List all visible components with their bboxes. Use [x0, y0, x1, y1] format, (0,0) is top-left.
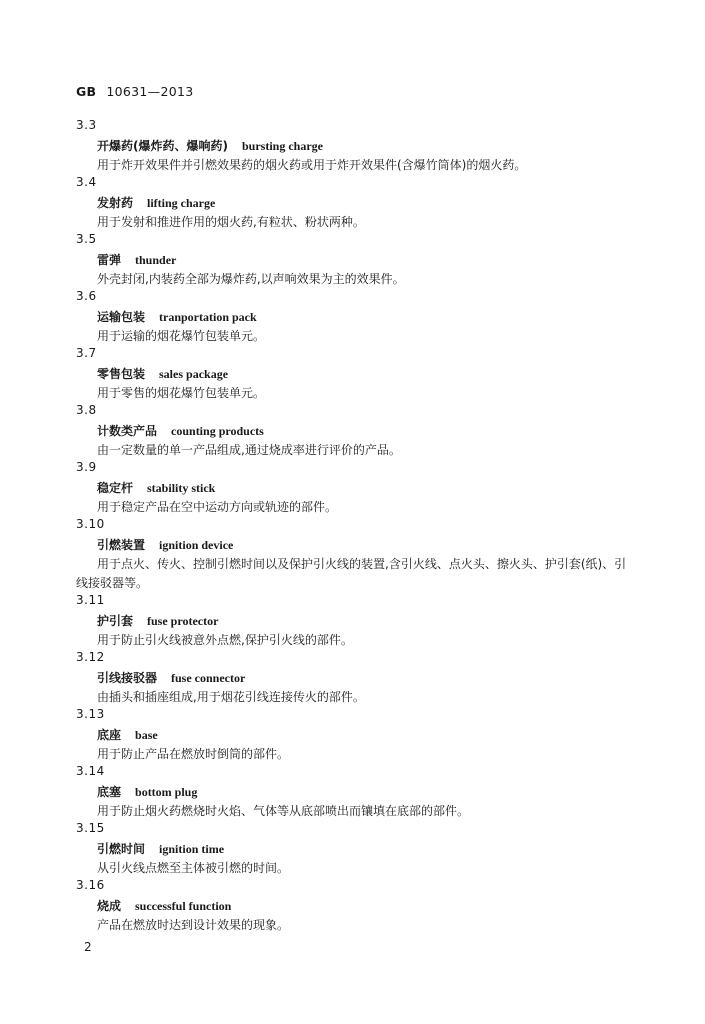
term-english: tranportation pack [159, 310, 257, 324]
term-entry [0, 517, 705, 593]
term-entry [0, 878, 705, 935]
term-heading [97, 137, 323, 154]
term-english: lifting charge [147, 196, 216, 210]
term-chinese: 发射药 [97, 196, 134, 210]
term-heading [97, 194, 215, 211]
term-definition: 用于防止引火线被意外点燃,保护引火线的部件。 [97, 633, 353, 647]
clause-number: 3.3 [76, 118, 97, 132]
term-english: counting products [171, 424, 264, 438]
term-chinese: 引燃装置 [97, 538, 146, 552]
clause-number: 3.10 [76, 517, 105, 531]
term-heading [97, 251, 176, 268]
term-chinese: 引线接驳器 [97, 671, 158, 685]
term-heading [97, 479, 215, 496]
term-english: fuse protector [147, 614, 219, 628]
term-english: ignition time [159, 842, 225, 856]
clause-number: 3.8 [76, 403, 97, 417]
term-definition: 用于零售的烟花爆竹包装单元。 [97, 386, 266, 400]
term-definition-line: 用于点火、传火、控制引燃时间以及保护引火线的装置,含引火线、点火头、擦火头、护引套(纸)、引 [97, 557, 627, 571]
term-entry [0, 593, 705, 650]
term-definition: 用于发射和推进作用的烟火药,有粒状、粉状两种。 [97, 215, 365, 229]
term-chinese: 运输包装 [97, 310, 146, 324]
standard-code-header [76, 84, 193, 99]
term-english: bursting charge [241, 139, 323, 153]
term-heading [97, 365, 228, 382]
clause-number: 3.5 [76, 232, 97, 246]
term-english: fuse connector [171, 671, 246, 685]
term-heading [97, 536, 233, 553]
term-chinese: 零售包装 [97, 367, 146, 381]
term-chinese: 底塞 [97, 785, 122, 799]
term-chinese: 烧成 [97, 899, 122, 913]
term-chinese: 底座 [97, 728, 122, 742]
clause-number: 3.11 [76, 593, 105, 607]
term-entry [0, 460, 705, 517]
page-number: 2 [84, 940, 92, 954]
term-entry [0, 118, 705, 175]
term-entry [0, 346, 705, 403]
term-english: bottom plug [135, 785, 198, 799]
clause-number: 3.13 [76, 707, 105, 721]
term-entry [0, 707, 705, 764]
term-definition: 用于防止烟火药燃烧时火焰、气体等从底部喷出而镶填在底部的部件。 [97, 804, 470, 818]
standard-prefix: GB [76, 84, 97, 99]
term-chinese: 护引套 [97, 614, 134, 628]
clause-number: 3.16 [76, 878, 105, 892]
clause-number: 3.12 [76, 650, 105, 664]
term-definition: 用于稳定产品在空中运动方向或轨迹的部件。 [97, 500, 338, 514]
clause-number: 3.4 [76, 175, 97, 189]
term-heading [97, 897, 231, 914]
term-entry [0, 650, 705, 707]
term-entry [0, 289, 705, 346]
standard-number: 10631—2013 [106, 84, 194, 99]
terms-list [0, 118, 705, 935]
term-heading [97, 422, 264, 439]
term-entry [0, 821, 705, 878]
term-chinese: 雷弹 [97, 253, 122, 267]
clause-number: 3.6 [76, 289, 97, 303]
term-english: base [135, 728, 158, 742]
term-heading [97, 612, 218, 629]
term-definition: 产品在燃放时达到设计效果的现象。 [97, 918, 290, 932]
clause-number: 3.7 [76, 346, 97, 360]
clause-number: 3.14 [76, 764, 105, 778]
term-english: thunder [135, 253, 177, 267]
term-definition: 用于炸开效果件并引燃效果药的烟火药或用于炸开效果件(含爆竹筒体)的烟火药。 [97, 158, 527, 172]
term-heading [97, 783, 197, 800]
term-definition: 用于运输的烟花爆竹包装单元。 [97, 329, 266, 343]
term-definition [76, 555, 637, 593]
term-definition: 用于防止产品在燃放时倒筒的部件。 [97, 747, 290, 761]
term-heading [97, 308, 257, 325]
term-entry [0, 232, 705, 289]
term-english: ignition device [159, 538, 234, 552]
term-chinese: 计数类产品 [97, 424, 158, 438]
term-chinese: 稳定杆 [97, 481, 134, 495]
term-entry [0, 403, 705, 460]
term-heading [97, 840, 224, 857]
term-heading [97, 669, 245, 686]
term-chinese: 开爆药(爆炸药、爆响药) [97, 139, 228, 153]
term-definition-continuation: 线接驳器等。 [76, 576, 149, 590]
clause-number: 3.9 [76, 460, 97, 474]
term-english: stability stick [147, 481, 216, 495]
term-entry [0, 175, 705, 232]
clause-number: 3.15 [76, 821, 105, 835]
term-entry [0, 764, 705, 821]
term-definition: 由一定数量的单一产品组成,通过烧成率进行评价的产品。 [97, 443, 401, 457]
term-english: sales package [159, 367, 229, 381]
term-definition: 外壳封闭,内装药全部为爆炸药,以声响效果为主的效果件。 [97, 272, 405, 286]
term-definition: 从引火线点燃至主体被引燃的时间。 [97, 861, 290, 875]
term-heading [97, 726, 158, 743]
term-chinese: 引燃时间 [97, 842, 146, 856]
term-english: successful function [135, 899, 232, 913]
term-definition: 由插头和插座组成,用于烟花引线连接传火的部件。 [97, 690, 365, 704]
